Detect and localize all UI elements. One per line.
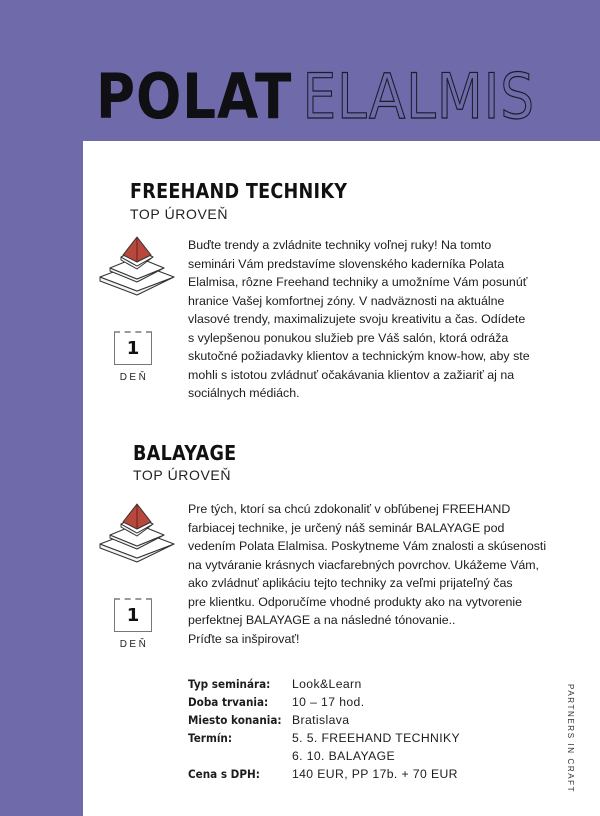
text-line: mohli s istotou zvládnuť očakávania klientov a zažiariť aj na <box>188 367 515 382</box>
duration-days: 1 <box>126 605 140 626</box>
detail-row-price <box>188 767 460 785</box>
text-line: vlasové trendy, maximalizujete svoju kreativitu a čas. Odídete <box>188 312 526 326</box>
seminar-details-table <box>188 677 460 785</box>
detail-label: Cena s DPH: <box>188 767 260 781</box>
section-level-balayage: TOP ÚROVEŇ <box>133 467 232 483</box>
section-title-balayage: BALAYAGE <box>133 441 237 465</box>
detail-value: 5. 5. FREEHAND TECHNIKY <box>291 731 461 745</box>
detail-value: 10 – 17 hod. <box>291 695 365 709</box>
detail-label: Miesto konania: <box>188 713 282 727</box>
text-line: ako zvládnuť aplikáciu tejto techniky za veľmi prijateľný čas <box>188 576 513 590</box>
duration-unit: DEŇ <box>119 372 149 383</box>
text-line: perfektnej BALAYAGE a na následné tónovanie.. <box>188 613 456 627</box>
text-line: s vylepšenou ponukou služieb pre Váš salón, ktorá odráža <box>188 330 509 345</box>
detail-label: Doba trvania: <box>188 695 269 709</box>
detail-label: Typ seminára: <box>188 677 271 691</box>
duration-calendar <box>114 598 154 650</box>
text-line: Príďte sa inšpirovať! <box>188 631 300 646</box>
text-line: vedením Polata Elalmisa. Poskytneme Vám znalosti a skúsenosti <box>188 539 547 553</box>
text-line: farbiacej technike, je určený náš seminár BALAYAGE pod <box>188 520 505 535</box>
detail-row-duration <box>188 695 460 713</box>
text-line: Buďte trendy a zvládnite techniky voľnej ruky! Na tomto <box>188 238 492 252</box>
detail-label-empty <box>188 749 282 767</box>
detail-label: Termín: <box>188 731 233 745</box>
instructor-name-title <box>96 62 535 132</box>
level-pyramid-icon <box>94 502 180 566</box>
duration-unit: DEŇ <box>119 639 149 650</box>
calendar-icon <box>114 598 152 632</box>
section-description-balayage <box>188 500 546 648</box>
duration-calendar <box>114 331 154 383</box>
detail-row-date-2 <box>188 749 460 767</box>
level-pyramid-icon <box>94 235 180 299</box>
text-line: na vytváranie krásnych viacfarebných povrchov. Ukážeme Vám, <box>188 557 539 572</box>
section-description-freehand <box>188 236 530 403</box>
last-name-outline: ELALMIS <box>302 60 535 133</box>
text-line: hranice Vašej komfortnej zóny. V nadväznosti na aktuálne <box>188 293 505 308</box>
first-name: POLAT <box>96 60 293 133</box>
detail-value: 6. 10. BALAYAGE <box>291 749 396 763</box>
text-line: sociálnych médiách. <box>188 386 300 400</box>
text-line: Elalmisa, rôzne Freehand techniky a umožníme Vám posunúť <box>188 275 528 289</box>
text-line: skutočné požiadavky klientov a technickým know-how, aby ste <box>188 349 530 363</box>
detail-row-type <box>188 677 460 695</box>
detail-value: Bratislava <box>291 713 350 727</box>
detail-row-place <box>188 713 460 731</box>
section-title-freehand: FREEHAND TECHNIKY <box>130 179 348 203</box>
text-line: pre klientku. Odporučíme vhodné produkty ako na vytvorenie <box>188 594 523 609</box>
detail-value: 140 EUR, PP 17b. + 70 EUR <box>291 767 458 781</box>
text-line: Pre tých, ktorí sa chcú zdokonaliť v obľúbenej FREEHAND <box>188 502 511 516</box>
text-line: seminári Vám predstavíme slovenského kaderníka Polata <box>188 256 505 271</box>
section-level-freehand: TOP ÚROVEŇ <box>130 206 229 222</box>
partners-in-craft-tagline: PARTNERS IN CRAFT <box>566 684 575 794</box>
detail-value: Look&Learn <box>291 677 362 691</box>
detail-row-date <box>188 731 460 749</box>
calendar-icon <box>114 331 152 365</box>
duration-days: 1 <box>126 338 140 359</box>
